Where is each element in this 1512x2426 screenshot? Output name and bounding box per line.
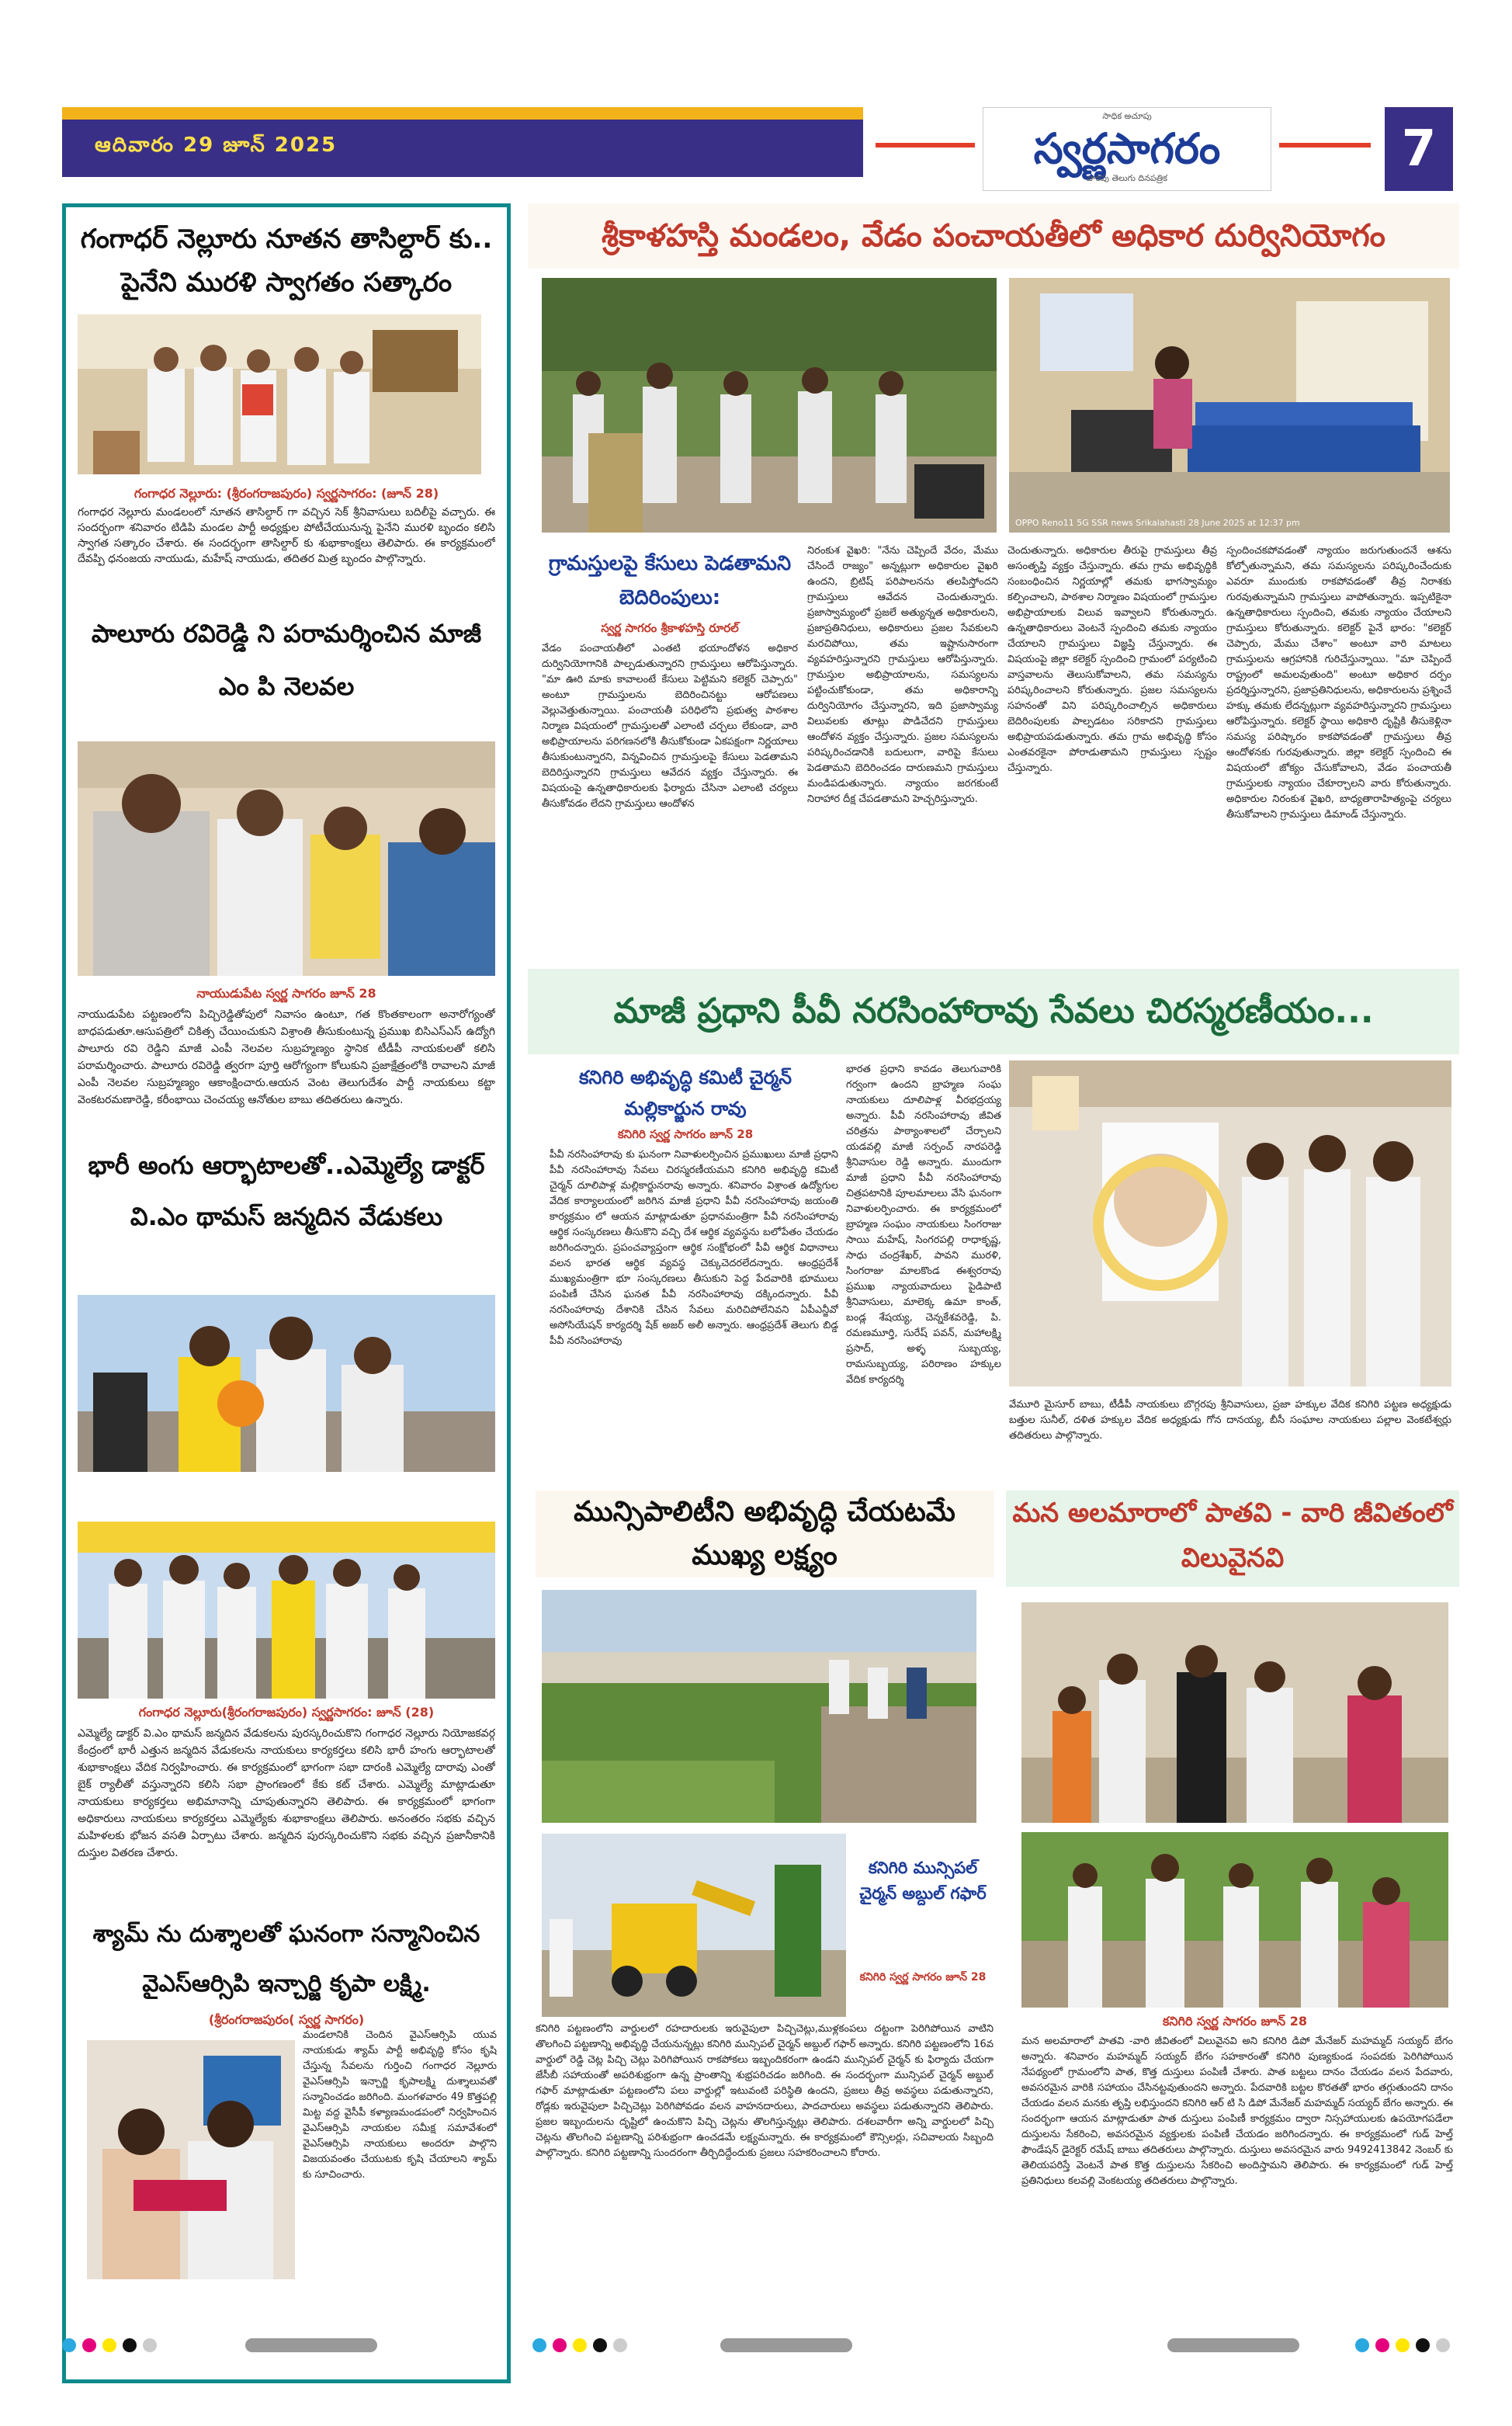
article-body-clothes: మన అలమారాలో పాతవి -వారి జీవితంలో విలువైనవి అని కనిగిరి డిపో మేనేజర్ మహమ్మద్ సయ్యద్ బేగం అన్నారు. శనివారం మహమ్మద్ సయ్యద్ బేగం సహకారంతో కనిగిరి పుణ్యకుండ సంపదకు పెరిగిపోయిన నేపథ్యంలో గ్రామంలోని పాత, కొత్త దుస్తులు పంపిణీ చేశారు. పాత బట్టలు దానం చేయడం వలన పేదవారు, అవసరమైన వారికి సహాయం చేసినట్టవుతుందని అన్నారు. పేదవారికి బట్టల కొరతతో భారం తగ్గుతుందని దానం చేయడం వలన మనకు తృప్తి లభిస్తుందని కనిగిరి ఆర్ టి సి డిపో మేనేజర్ మహమ్మద్ సయ్యద్ బేగం అన్నారు. ఈ సందర్భంగా ఆయన మాట్లాడుతూ పాత దుస్తులు పంపిణీ కార్యక్రమం ద్వారా నిస్సహాయులకు ఉపయోగపడేలా దుస్తులను సేకరించి, అవసరమైన వ్యక్తులకు పంపిణీ చేయడం జరిగిందన్నారు. ఈ కార్యక్రమంలో గుడ్ హెల్త్ ఫౌండేషన్ డైరెక్టర్ రమేష్ బాబు తదితరులు పాల్గొన్నారు. దుస్తులు అవసరమైన వారు 9492413842 నెంబర్ కు తెలియపరిస్తే వెంటనే పాత కొత్త దుస్తులను సేకరించి అందిస్తామని తెలిపారు. ఈ కార్యక్రమంలో గుడ్ హెల్త్ ప్రతినిధులు కలవల్లి వెంకటయ్య తదితరులు పాల్గొన్నారు. <box>1021 2036 1453 2187</box>
article-photo-ravireddy <box>78 741 495 976</box>
header-rule-left <box>876 143 975 148</box>
article-body-tahsildar: గంగాధర నెల్లూరు మండలంలో నూతన తాసిల్దార్ గా వచ్చిన సెక్ శ్రీనివాసులు బదిలీపై వచ్చారు. ఈ సందర్భంగా శనివారం టిడిపి మండల పార్టీ అధ్యక్షుల పోటీచేయునున్న పైనేని మురళి బృందం కలిసి స్వాగత సత్కారం చేశారు. ఈ సందర్భంగా తాసిల్దార్ కు శుభాకాంక్షలు తెలిపారు. ఈ కార్యక్రమంలో దేవప్పి ధనంజయ నాయుడు, మహేష్ నాయుడు, తదితర మిత్ర బృందం పాల్గొన్నారు. <box>78 506 495 565</box>
article-col1-srikalahasti: వేడం పంచాయతీలో ఎంతటి భయాందోళన అధికార దుర్వినియోగానికి పాల్పడుతున్నారని గ్రామస్తులు ఆరోపిస్తున్నారు. "మా ఊరి మాకు కావాలంటే కేసులు పెట్టిమని కలెక్టర్ చెప్పారు" అంటూ గ్రామస్తులను బెదిరించినట్టు ఆరోపణలు వెల్లువెత్తుతున్నాయి. పంచాయతీ పరిధిలోని ప్రభుత్వ పాఠశాల నిర్మాణ విషయంలో గ్రామస్తులతో ఎలాంటి చర్చలు లేకుండా, వారి అభిప్రాయాలను పరిగణనలోకి తీసుకోకుండా ఏకపక్షంగా నిర్ణయాలు తీసుకుంటున్నారని, విన్నవించిన గ్రామస్తులపై కేసులు పెడతామని బెదిరిస్తున్నారని గ్రామస్తులు ఆవేదన వ్యక్తం చేస్తున్నారు. ఈ విషయంపై ఉన్నతాధికారులకు ఫిర్యాదు చేసినా ఎలాంటి చర్యలు తీసుకోవడం లేదని గ్రామస్తులు ఆందోళన <box>542 643 798 810</box>
article-body-shyam: మండలానికి చెందిన వైఎస్ఆర్సిపి యువ నాయకుడు శ్యామ్ పార్టీ అభివృద్ధి కోసం కృషి చేస్తున్న సేవలను గుర్తించి గంగాధర నెల్లూరు వైఎస్ఆర్సిపి ఇన్చార్జి కృపాలక్ష్మి దుశ్శాలువతో సన్మానించడం జరిగింది. మంగళవారం 49 కొత్తపల్లి మిట్ట వద్ద వైసీపీ కళ్యాణమండపంలో నిర్వహించిన వైఎస్ఆర్సిపి నాయకుల సమీక్ష సమావేశంలో వైఎస్ఆర్సిపి నాయకులు అందరూ పాల్గొని విజయవంతం చేయుటకు కృషి చేయాలని శ్యామ్ కు సూచించారు. <box>303 2029 497 2181</box>
date-bar <box>62 107 863 177</box>
article-photo-clothes-1 <box>1021 1602 1448 1823</box>
date-bar-accent <box>62 107 863 120</box>
article-photo-srikalahasti-classroom <box>1009 278 1450 533</box>
article-col4-srikalahasti: స్పందించకపోవడంతో న్యాయం జరుగుతుందనే ఆశను కోల్పోతున్నామని, తమ సమస్యలను పరిష్కరించేందుకు ఎవరూ ముందుకు రాకపోవడంతో తీవ్ర నిరాశకు గురవుతున్నామని గ్రామస్తులు వాపోతున్నారు. ఇప్పటికైనా ఉన్నతాధికారులు స్పందించి, తమకు న్యాయం చేయాలని గ్రామస్తులు కోరుతున్నారు. కలెక్టర్ పైనే భారం: "కలెక్టర్ చెప్పారు, మేము చేశాం" అంటూ వారి మాటలు గ్రామస్తులను ఆగ్రహానికి గురిచేస్తున్నాయి. "మా చెప్పిందే రాష్ట్రంలో అమలవుతుంది" అంటూ అధికార దర్పం ప్రదర్శిస్తున్నారని, ప్రజాప్రతినిధులను, అధికారులను ప్రశ్నించే హక్కు తమకు లేదన్నట్లుగా వ్యవహరిస్తున్నారని గ్రామస్తులు ఆరోపిస్తున్నారు. కలెక్టర్ స్థాయి అధికారి దృష్టికి తీసుకెళ్లినా సమస్య పరిష్కారం కాకపోవడంతో గ్రామస్తులు తీవ్ర ఆందోళనకు గురవుతున్నారు. జిల్లా కలెక్టర్ స్పందించి ఈ విషయంలో జోక్యం చేసుకోవాలని, వేడం పంచాయతీ గ్రామస్తులకు న్యాయం చేకూర్చాలని వారు కోరుతున్నారు. అధికారుల నిరంకుశ వైఖరి, బాధ్యతారాహిత్యంపై చర్యలు తీసుకోవాలని గ్రామస్తులు డిమాండ్ చేస్తున్నారు. <box>1226 545 1451 821</box>
article-byline-srikalahasti: స్వర్ణ సాగరం శ్రీకాళహస్తి రూరల్ <box>601 621 739 635</box>
article-byline-municipality: కనిగిరి స్వర్ణ సాగరం జూన్ 28 <box>859 1971 987 1983</box>
print-bar-1 <box>245 2338 377 2352</box>
article-body-thomas: ఎమ్మెల్యే డాక్టర్ వి.ఎం థామస్ జన్మదిన వేడుకలను పురస్కరించుకొని గంగాధర నెల్లూరు నియోజకవర్గ కేంద్రంలో భారీ ఎత్తున జన్మదిన వేడుకలను నాయకులు కార్యకర్తలు కలిసి భారీ హంగు ఆర్భాటాలతో శుభాకాంక్షలు వేదిక నిర్వహించారు. ఈ కార్యక్రమంలో భాగంగా సభా దారంకి ఎమ్మెల్యే దారావు ఎంతో బైక్ ర్యాలీతో వస్తున్నారని కలిసి సభా ప్రాంగణంలో కేకు కట్ చేశారు. ఎమ్మెల్యే మాట్లాడుతూ నాయకులు కార్యకర్తలు అభిమానాన్ని చూపుతున్నారని తెలిపారు. ఈ కార్యక్రమంలో భాగంగా అధికారులు నాయకులు కార్యకర్తలు ఎమ్మెల్యేకు శుభాకాంక్షలు తెలిపారు. అనంతరం సభకు వచ్చిన మహిళలకు భోజన వసతి ఏర్పాటు చేశారు. జన్మదిన పురస్కరించుకొని సభకు వచ్చిన ప్రజానీకానికి దుస్తుల వితరణ చేశారు. <box>78 1727 495 1859</box>
article-caption-shyam: (శ్రీరంగరాజపురం( స్వర్ణ సాగరం) <box>208 2012 365 2027</box>
article-caption-ravireddy: నాయుడుపేట స్వర్ణ సాగరం జూన్ 28 <box>196 986 376 1001</box>
masthead-subtitle: వారపు తెలుగు దినపత్రిక <box>1086 173 1168 183</box>
photo-timestamp: OPPO Reno11 5G SSR news Srikalahasti 28 June 2025 at 12:37 pm <box>1015 518 1300 528</box>
print-bar-3 <box>1167 2338 1299 2352</box>
article-photo-thomas-2 <box>78 1522 495 1699</box>
article-caption-clothes: కనిగిరి స్వర్ణ సాగరం జూన్ 28 <box>1163 2014 1307 2029</box>
masthead <box>983 107 1271 191</box>
article-body-municipality: కనిగిరి పట్టణంలోని వార్డులలో రహదారులకు ఇరువైపులా పిచ్చిచెట్లు,ముళ్లకంపలు దట్టంగా పెరిగిపోయిన వాటిని తొలగించి పట్టణాన్ని అభివృద్ధి చేయనున్నట్లు కనిగిరి మున్సిపల్ చైర్మన్ అబ్దుల్ గఫార్ అన్నారు. కనిగిరి పట్టణంలోని 16వ వార్డులో రెడ్డి చెట్ల పిచ్చి చెట్లు పెరిగిపోయిన రాకపోకలు ఇబ్బందికరంగా ఉండని మున్సిపల్ చైర్మన్ కు ఫిర్యాదు చేయగా జేసీబీ సహాయంతో అపరిశుభ్రంగా ఉన్న ప్రాంతాన్ని శుభ్రపరిచడం జరిగింది. ఈ సందర్భంగా మున్సిపల్ చైర్మన్ అబ్దుల్ గఫార్ మాట్లాడుతూ పట్టణంలోని పలు వార్డుల్లో ఇటువంటి పరిస్థితి ఉందని, ప్రజలు తీవ్ర అవస్థలు పడుతున్నారని, రోడ్లకు ఇరువైపులా పిచ్చిచెట్లు పెరిగిపోవడం వలన వాహనదారులు, పాదచారులు అవస్థలు పడుతున్నారని తెలిపారు. ప్రజల ఇబ్బందులను దృష్టిలో ఉంచుకొని పిచ్చి చెట్లను తొలగిస్తున్నట్లు తెలిపారు. దశలవారీగా అన్ని వార్డులలో పిచ్చి చెట్లను తొలగించి పట్టణాన్ని పరిశుభ్రంగా ఉంచడమే లక్ష్యమన్నారు. ఈ కార్యక్రమంలో కౌన్సిలర్లు, సచివాలయ సిబ్బంది పాల్గొన్నారు. కనిగిరి పట్టణాన్ని సుందరంగా తీర్చిదిద్దేందుకు ప్రజలు సహకరించాలని కోరారు. <box>536 2023 994 2159</box>
article-headline-clothes: మన అలమారాలో పాతవి - వారి జీవితంలో విలువైనవి <box>1006 1491 1459 1587</box>
article-headline-ravireddy: పాలూరు రవిరెడ్డి ని పరామర్శించిన మాజీ ఎం పి నెలవల <box>91 619 482 701</box>
article-subhead-srikalahasti: గ్రామస్తులపై కేసులు పెడతామని బెదిరింపులు: <box>548 552 792 609</box>
section-title-pv: మాజీ ప్రధాని పీవీ నరసింహారావు సేవలు చిరస్మరణీయం... <box>528 969 1459 1054</box>
issue-date: ఆదివారం 29 జూన్ 2025 <box>95 134 338 157</box>
section-title-srikalahasti: శ్రీకాళహస్తి మండలం, వేడం పంచాయతీలో అధికార దుర్వినియోగం <box>528 203 1459 269</box>
article-col1-pv: పీవీ నరసింహారావు కు ఘనంగా నివాళులర్పించిన ప్రముఖులు మాజీ ప్రధాని పీవీ నరసింహారావు సేవలు చిరస్మరణీయమని కనిగిరి అభివృద్ధి కమిటీ చైర్మన్ దూలిపాళ్ల మల్లికార్జునరావు అన్నారు. శనివారం విశ్రాంత ఉద్యోగుల వేదిక కార్యాలయంలో జరిగిన మాజీ ప్రధాని పీవీ నరసింహారావు జయంతి కార్యక్రమం లో ఆయన మాట్లాడుతూ ప్రధానమంత్రిగా పీవీ నరసింహారావు ఆర్థిక సంస్కరణలు తీసుకొని వచ్చి దేశ ఆర్థిక వ్యవస్థను బలోపేతం చేయడం జరిగిందన్నారు. ప్రపంచవ్యాప్తంగా ఆర్థిక సంక్షోభంలో పీవీ ఆర్థిక విధానాలు వలన భారత ఆర్థిక వ్యవస్థ చెక్కుచెదరలేదన్నారు. ఆంధ్రప్రదేశ్ ముఖ్యమంత్రిగా భూ సంస్కరణలు తీసుకుని పెద్ద పేదవారికి భూములు పంపిణీ చేసిన ఘనత పీవీ నరసింహారావు దక్కిందన్నారు. పీవీ నరసింహారావు దేశానికి చేసిన సేవలు మరిచిపోలేనివని ఏపీఎన్జీవో అసోసియేషన్ కార్యదర్శి షేక్ అజర్ అలీ అన్నారు. ఆంధ్రప్రదేశ్ తెలుగు బిడ్డ పీవీ నరసింహారావు <box>550 1149 838 1347</box>
article-col2-srikalahasti: నిరంకుశ వైఖరి: "నేను చెప్పిందే వేదం, మేము చేసిందే రాజ్యం" అన్నట్లుగా అధికారుల వైఖరి ఉందని, బ్రిటిష్ పరిపాలనను తలపిస్తోందని గ్రామస్తులు ఆవేదన చెందుతున్నారు. ప్రజాస్వామ్యంలో ప్రజలే అత్యున్నత అధికారులని, ప్రజాప్రతినిధులు, అధికారులు ప్రజల సేవకులని మరచిపోయి, తమ ఇష్టానుసారంగా వ్యవహరిస్తున్నారని గ్రామస్తులు ఆరోపిస్తున్నారు. గ్రామస్తుల అభిప్రాయాలను, సమస్యలను పట్టించుకోకుండా, తమ అధికారాన్ని దుర్వినియోగం చేస్తున్నారని, ఇది ప్రజాస్వామ్య విలువలకు తూట్లు పొడిచేదని గ్రామస్తులు ఆందోళన వ్యక్తం చేస్తున్నారు. ప్రజల సమస్యలను పరిష్కరించడానికి బదులుగా, వారిపై కేసులు పెడతామని బెదిరించడం దారుణమని గ్రామస్తులు మండిపడుతున్నారు. న్యాయం జరగకుంటే నిరాహార దీక్ష చేపడతామని హెచ్చరిస్తున్నారు. <box>807 545 998 805</box>
print-bar-2 <box>720 2338 852 2352</box>
article-body-ravireddy: నాయుడుపేట పట్టణంలోని పిచ్చిరెడ్డితోపులో నివాసం ఉంటూ, గత కొంతకాలంగా అనారోగ్యంతో బాధపడుతూ.ఆసుపత్రిలో చికిత్స చేయించుకుని విశ్రాంతి తీసుకుంటున్న ప్రముఖ బిసిఎస్ఎస్ ఉద్యోగి పాలూరు రవి రెడ్డిని మాజీ ఎంపీ నెలవల సుబ్రహ్మణ్యం స్థానిక టీడీపీ నాయకులతో కలిసి పరామర్శించారు. పాలూరు రవిరెడ్డి త్వరగా పూర్తి ఆరోగ్యంగా కోలుకుని ప్రజాక్షేత్రంలోకి రావాలని మాజీ ఎంపీ నెలవల సుబ్రహ్మణ్యం ఆకాంక్షించారు.ఆయన వెంట తెలుగుదేశం పార్టీ నాయకులు కట్టా వెంకటరమణారెడ్డి, కరీంభాయి చెంచయ్య ఆనోతుల బాబు తదితరులు ఉన్నారు. <box>78 1008 495 1106</box>
print-marks-left <box>62 2338 157 2352</box>
masthead-tagline: సాధిక అచూపు <box>1102 111 1152 121</box>
article-col3-srikalahasti: చెందుతున్నారు. అధికారుల తీరుపై గ్రామస్తులు తీవ్ర అసంతృప్తి వ్యక్తం చేస్తున్నారు. తమ గ్రామ అభివృద్ధికి సంబంధించిన నిర్ణయాల్లో తమకు భాగస్వామ్యం కల్పించాలని, పాఠశాల నిర్మాణం విషయంలో గ్రామస్తుల అభిప్రాయాలకు విలువ ఇవ్వాలని కోరుతున్నారు. ఉన్నతాధికారులు వెంటనే స్పందించి తమకు న్యాయం చేయాలని గ్రామస్తులు విజ్ఞప్తి చేస్తున్నారు. ఈ విషయంపై జిల్లా కలెక్టర్ స్పందించి గ్రామంలో పర్యటించి వాస్తవాలను తెలుసుకోవాలని, తమ సమస్యను పరిష్కరించాలని కోరుతున్నారు. ప్రజల సమస్యలను సహనంతో విని పరిష్కరించాల్సిన అధికారులు బెదిరింపులకు పాల్పడటం సరికాదని గ్రామస్తులు అభిప్రాయపడుతున్నారు. తమ గ్రామ అభివృద్ధి కోసం ఎంతవరకైనా పోరాడుతామని గ్రామస్తులు స్పష్టం చేస్తున్నారు. <box>1007 545 1217 774</box>
article-headline-thomas-birthday: భారీ అంగు ఆర్భాటాలతో..ఎమ్మెల్యే డాక్టర్ వి.ఎం థామస్ జన్మదిన వేడుకలు <box>88 1151 485 1231</box>
article-photo-tahsildar <box>78 314 481 474</box>
article-subhead-municipality: కనిగిరి మున్సిపల్ చైర్మన్ అబ్దుల్ గఫార్ <box>859 1859 987 1903</box>
masthead-name: స్వర్ణసాగరం <box>1033 123 1221 173</box>
article-photo-municipality-2 <box>542 1834 846 2017</box>
article-caption-tahsildar: గంగాధర నెల్లూరు: (శ్రీరంగరాజపురం) స్వర్ణసాగరం: (జూన్ 28) <box>134 486 439 501</box>
article-col3-pv: వేమూరి మైసూర్ బాబు, టీడీపీ నాయకులు బొగ్గరపు శ్రీనివాసులు, ప్రజా హక్కుల వేదిక కనిగిరి పట్టణ అధ్యక్షుడు బత్తుల సునీల్, దళిత హక్కుల వేదిక అధ్యక్షుడు గోన దానయ్య, బీసీ సంఘాల నాయకులు పల్లాల వెంకటేశ్వర్లు తదితరులు పాల్గొన్నారు. <box>1009 1399 1451 1442</box>
article-headline-tahsildar: గంగాధర్ నెల్లూరు నూతన తాసిల్దార్ కు.. పైనేని మురళి స్వాగతం సత్కారం <box>80 224 493 298</box>
header-rule-right <box>1279 143 1371 148</box>
article-photo-srikalahasti-crowd <box>542 278 997 533</box>
article-photo-thomas-1 <box>78 1295 495 1472</box>
article-photo-clothes-2 <box>1021 1832 1448 2008</box>
page-number: 7 <box>1385 107 1453 191</box>
print-marks-center <box>532 2338 627 2352</box>
article-photo-pv <box>1009 1060 1451 1387</box>
article-photo-shyam <box>87 2040 295 2279</box>
print-marks-right <box>1355 2338 1450 2352</box>
article-photo-municipality-1 <box>542 1590 976 1823</box>
article-byline-pv: కనిగిరి స్వర్ణ సాగరం జూన్ 28 <box>617 1127 754 1141</box>
article-headline-municipality: మున్సిపాలిటీని అభివృద్ధి చేయటమే ముఖ్య లక్ష్యం <box>536 1491 994 1577</box>
article-caption-thomas: గంగాధర నెల్లూరు(శ్రీరంగరాజపురం) స్వర్ణసాగరం: జూన్ (28) <box>138 1705 435 1720</box>
article-col2-pv: భారత ప్రధాని కావడం తెలుగువారికి గర్వంగా ఉందని బ్రాహ్మణ సంఘ నాయకులు దూలిపాళ్ల వీరభద్రయ్య అన్నారు. పీవీ నరసింహారావు జీవిత చరిత్రను పాఠ్యాంశాలలో చేర్చాలని యడవల్లి మాజీ సర్పంచ్ నారపరెడ్డి శ్రీనివాసుల రెడ్డి అన్నారు. ముందుగా మాజీ ప్రధాని పీవీ నరసింహారావు చిత్రపటానికి పూలమాలలు వేసి ఘనంగా నివాళులర్పించారు. ఈ కార్యక్రమంలో బ్రాహ్మణ సంఘం నాయకులు సింగరాజు సాయి మహేష్, సింగరపల్లి రాధాకృష్ణ, సాధు చంద్రశేఖర్, పావని మురళి, సింగరాజు మాలకొండ ఈశ్వరరావు ప్రముఖ న్యాయవాదులు పైడిపాటి శ్రీనివాసులు, మాలెక్క ఉమా కాంత్, బండ్ల శేషయ్య, చెన్నకేశవరెడ్డి, పి. రమణమూర్తి, సురేష్ పవన్, మహాలక్ష్మి ప్రసాద్, అళ్ళ సుబ్బయ్య, రామసుబ్బయ్య, పరిరాణం హక్కుల వేదిక కార్యదర్శి <box>846 1064 1001 1386</box>
article-headline-shyam: శ్యామ్ ను దుశ్శాలతో ఘనంగా సన్మానించిన వైఎస్ఆర్సిపి ఇన్చార్జి కృపా లక్ష్మి. <box>92 1921 480 1997</box>
article-subhead-pv: కనిగిరి అభివృద్ధి కమిటీ చైర్మన్ మల్లికార్జున రావు <box>579 1067 792 1119</box>
